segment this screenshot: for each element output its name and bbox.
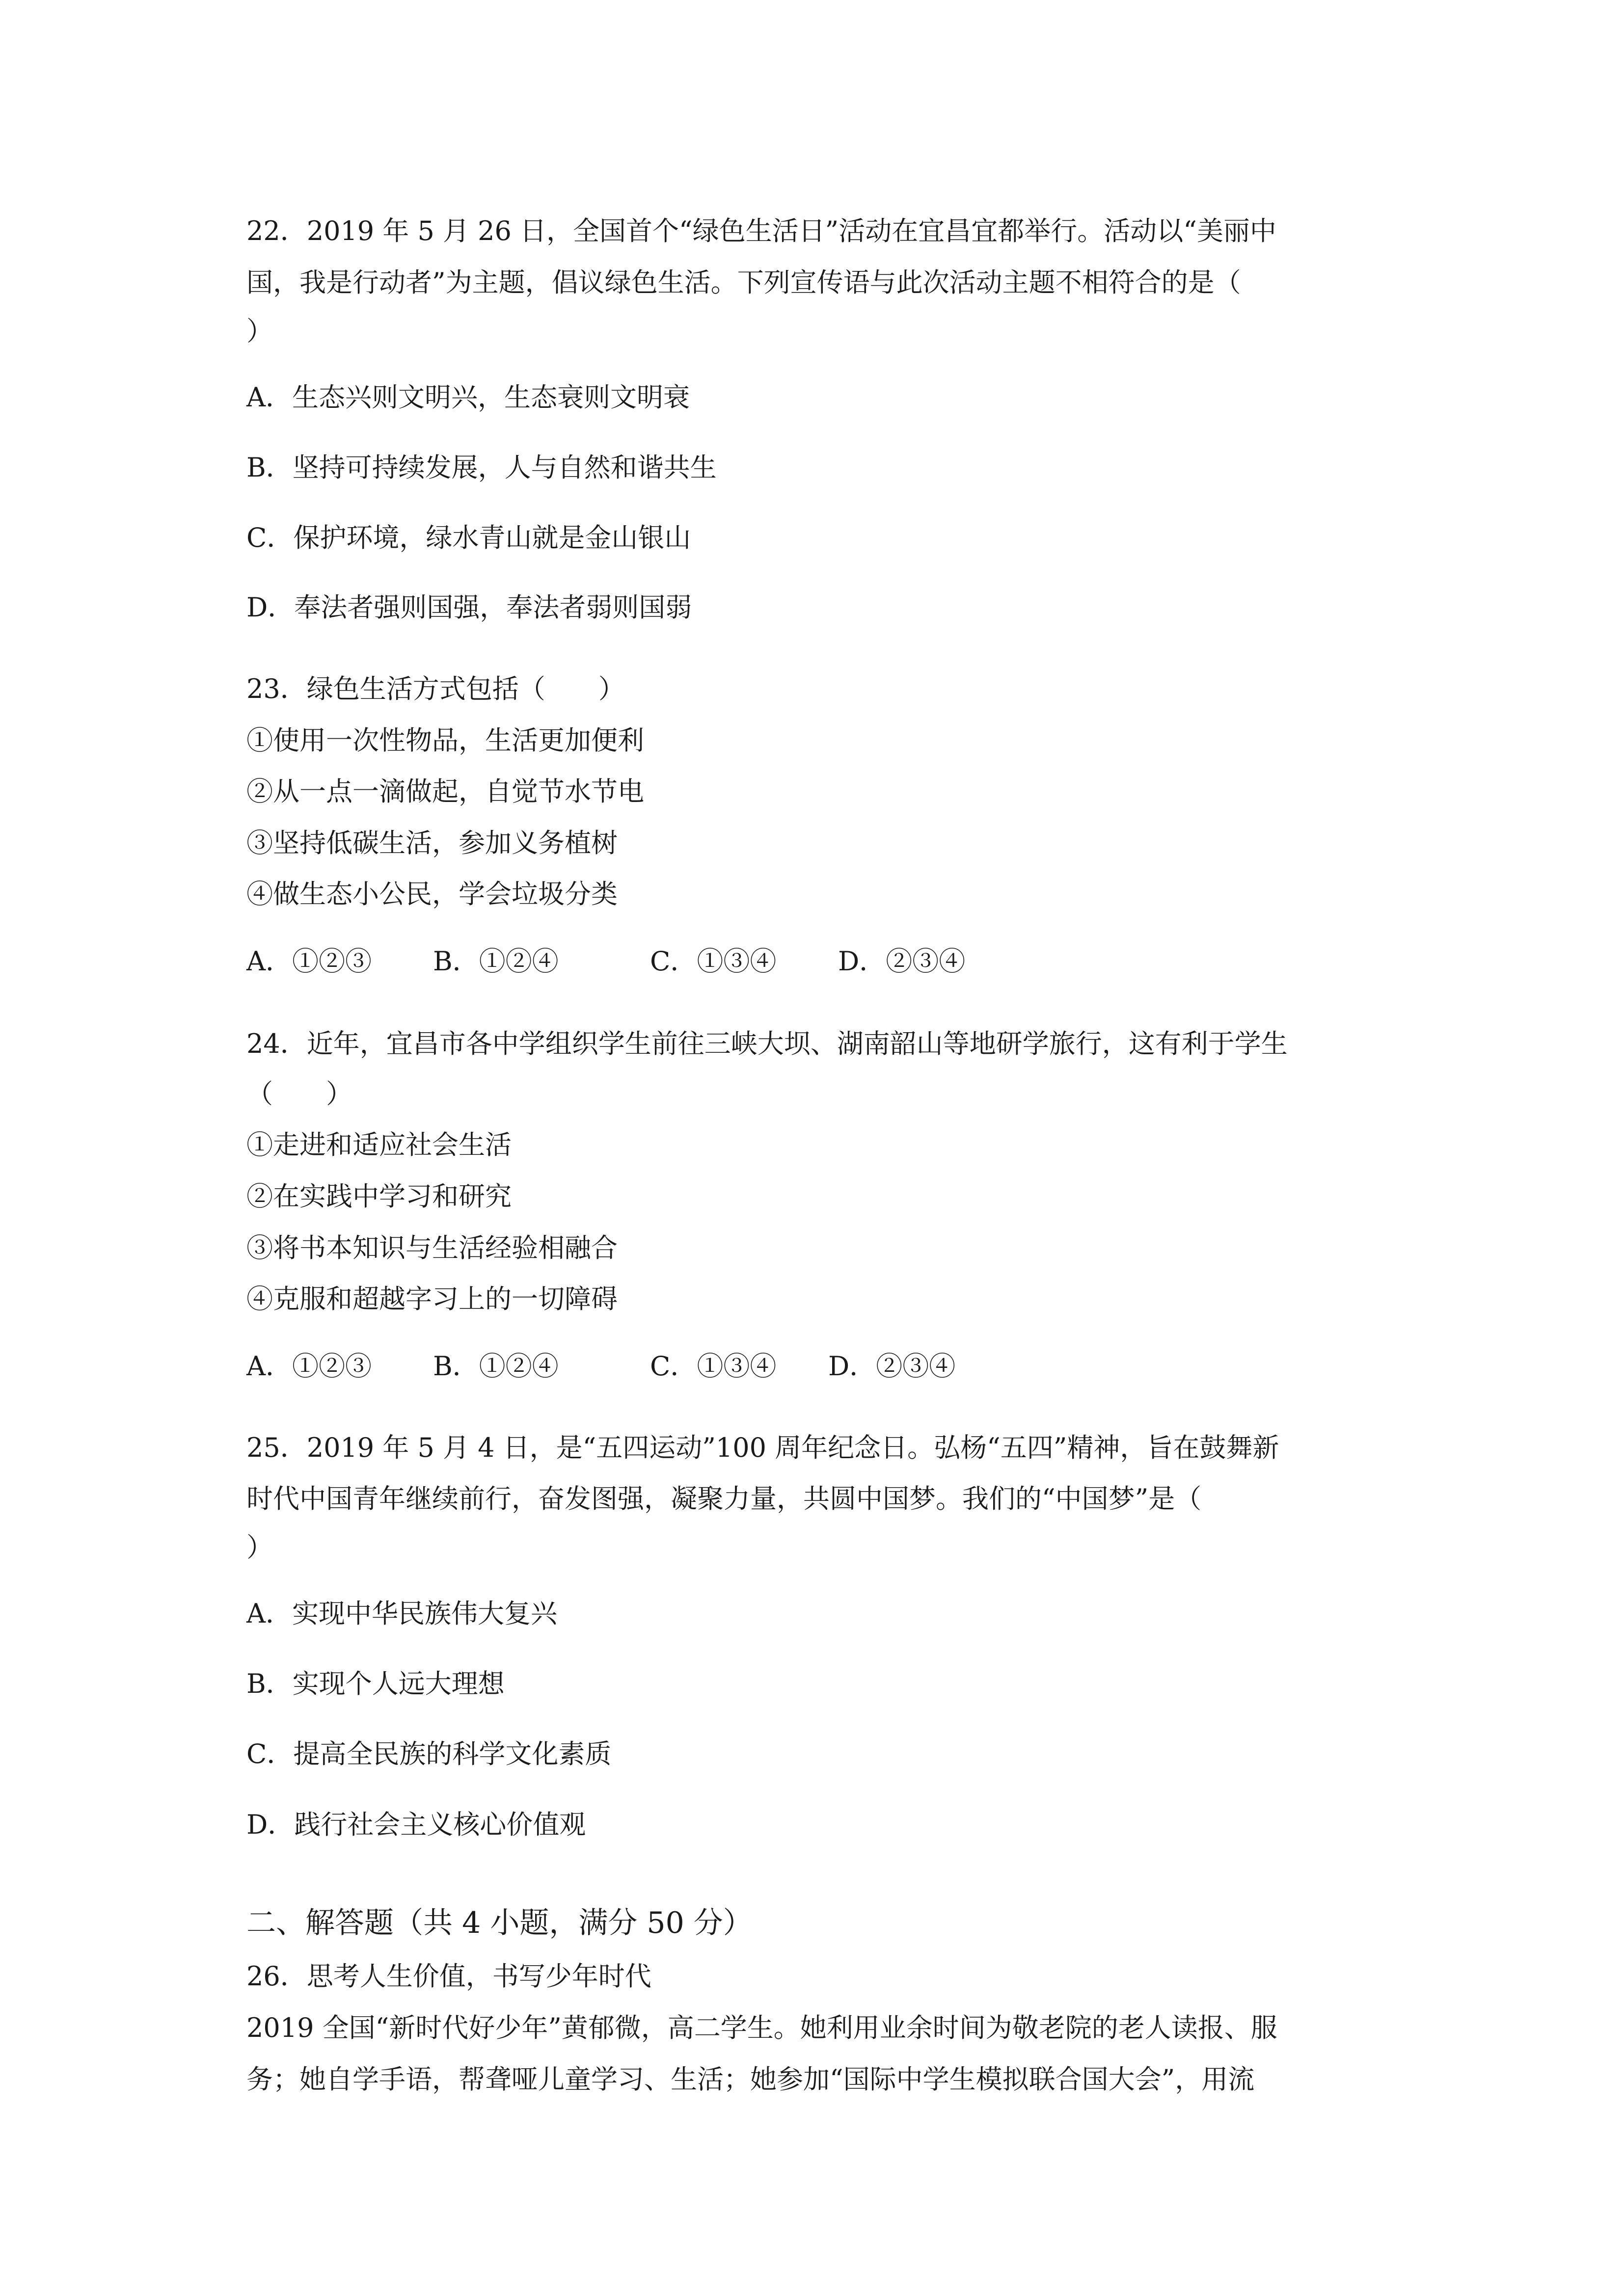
q23-item-1: ①使用一次性物品，生活更加便利	[246, 725, 644, 756]
q24-item-3: ③将书本知识与生活经验相融合	[246, 1232, 618, 1263]
q25-option-d: D．践行社会主义核心价值观	[246, 1809, 586, 1840]
q22-option-d: D．奉法者强则国强，奉法者弱则国弱	[246, 592, 692, 623]
q26-text-line-2: 务；她自学手语，帮聋哑儿童学习、生活；她参加“国际中学生模拟联合国大会”，用流	[246, 2064, 1255, 2095]
section-heading: 二、解答题（共 4 小题，满分 50 分）	[246, 1906, 753, 1940]
q22-option-a: A．生态兴则文明兴，生态衰则文明衰	[246, 382, 690, 413]
q24-item-4: ④克服和超越字习上的一切障碍	[246, 1283, 618, 1314]
q26-text-line-1: 2019 全国“新时代好少年”黄郁微，高二学生。她利用业余时间为敬老院的老人读报、服	[246, 2012, 1277, 2043]
q25-option-a: A．实现中华民族伟大复兴	[246, 1598, 557, 1629]
q23-option-c: C．①③④	[650, 946, 777, 977]
q26-title: 26．思考人生价值，书写少年时代	[246, 1961, 651, 1992]
q23-option-d: D．②③④	[838, 946, 966, 977]
q24-stem-line-1: 24．近年，宜昌市各中学组织学生前往三峡大坝、湖南韶山等地研学旅行，这有利于学生	[246, 1028, 1288, 1059]
q24-item-2: ②在实践中学习和研究	[246, 1181, 512, 1212]
q23-stem: 23．绿色生活方式包括（ ）	[246, 673, 625, 704]
q24-option-b: B．①②④	[433, 1351, 559, 1382]
q25-option-b: B．实现个人远大理想	[246, 1668, 505, 1699]
q22-stem-line-1: 22．2019 年 5 月 26 日，全国首个“绿色生活日”活动在宜昌宜都举行。活动以“美丽中	[246, 215, 1276, 246]
q24-option-c: C．①③④	[650, 1351, 777, 1382]
q24-item-1: ①走进和适应社会生活	[246, 1129, 512, 1160]
q23-option-b: B．①②④	[433, 946, 559, 977]
q22-option-b: B．坚持可持续发展，人与自然和谐共生	[246, 452, 717, 483]
q24-option-d: D．②③④	[828, 1351, 956, 1382]
q24-stem-line-2: （ ）	[246, 1078, 352, 1109]
q23-item-3: ③坚持低碳生活，参加义务植树	[246, 828, 618, 858]
q25-option-c: C．提高全民族的科学文化素质	[246, 1738, 612, 1769]
q23-item-4: ④做生态小公民，学会垃圾分类	[246, 879, 618, 909]
q23-item-2: ②从一点一滴做起，自觉节水节电	[246, 776, 644, 807]
q22-stem-line-3: ）	[246, 316, 273, 347]
q22-option-c: C．保护环境，绿水青山就是金山银山	[246, 522, 691, 553]
q22-stem-line-2: 国，我是行动者”为主题，倡议绿色生活。下列宣传语与此次活动主题不相符合的是（	[246, 267, 1241, 298]
q24-option-a: A．①②③	[246, 1351, 372, 1382]
q23-option-a: A．①②③	[246, 946, 372, 977]
q25-stem-line-2: 时代中国青年继续前行，奋发图强，凝聚力量，共圆中国梦。我们的“中国梦”是（	[246, 1483, 1202, 1514]
q25-stem-line-1: 25．2019 年 5 月 4 日，是“五四运动”100 周年纪念日。弘杨“五四”精神，旨在鼓舞新	[246, 1432, 1279, 1463]
q25-stem-line-3: ）	[246, 1532, 273, 1563]
